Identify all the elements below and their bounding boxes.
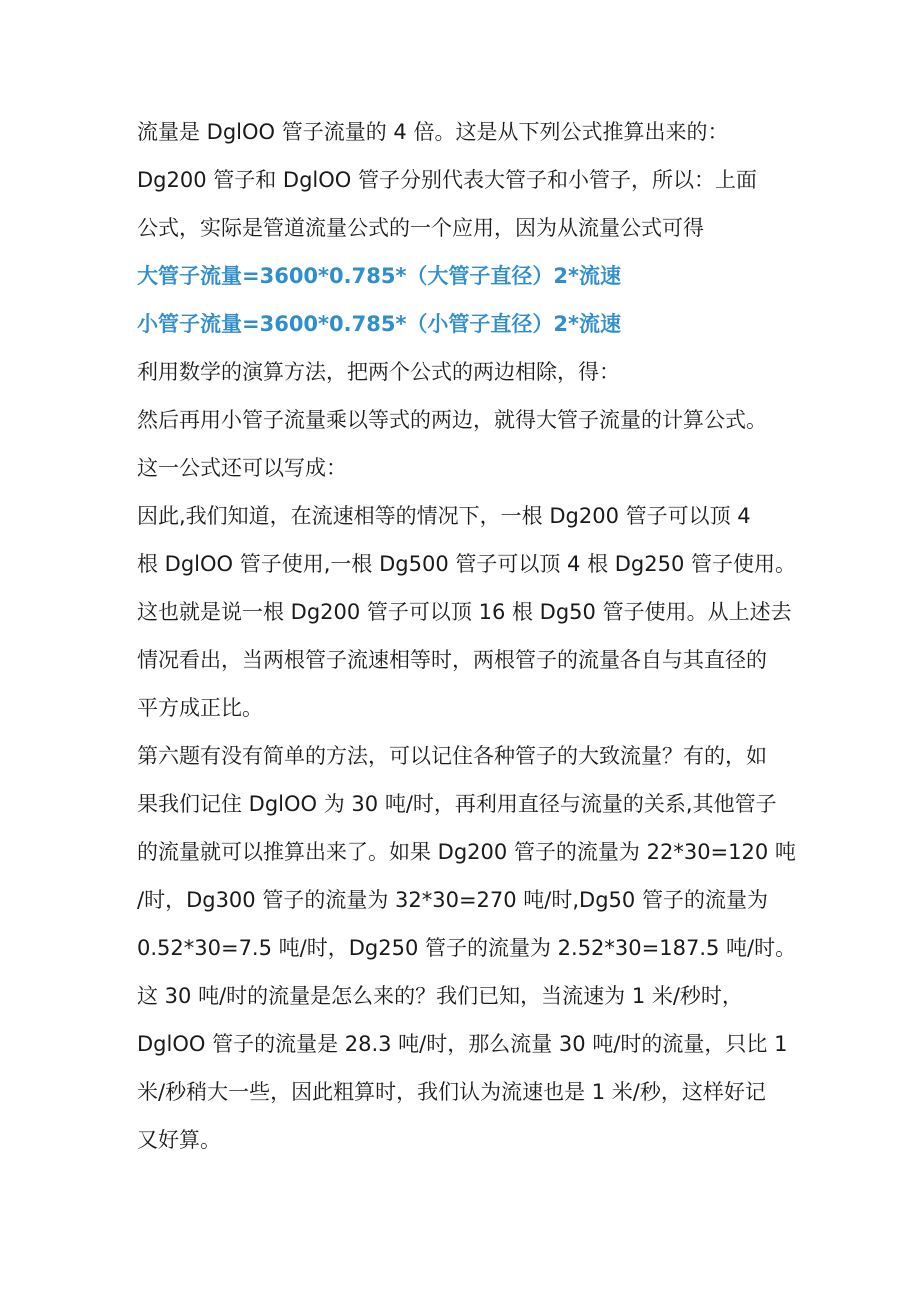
document-body — [137, 114, 797, 1170]
text-line: 米/秒稍大一些，因此粗算时，我们认为流速也是 1 米/秒，这样好记 — [137, 1080, 766, 1104]
text-line: 的流量就可以推算出来了。如果 Dg200 管子的流量为 22*30=120 吨 — [137, 840, 796, 864]
text-line: 公式，实际是管道流量公式的一个应用，因为从流量公式可得 — [137, 216, 704, 240]
text-line: 果我们记住 DglOO 为 30 吨/时，再利用直径与流量的关系,其他管子 — [137, 792, 777, 816]
text-line: 这一公式还可以写成： — [137, 456, 347, 480]
text-line: 根 DglOO 管子使用,一根 Dg500 管子可以顶 4 根 Dg250 管子使用。 — [137, 552, 796, 576]
text-line: 因此,我们知道，在流速相等的情况下，一根 Dg200 管子可以顶 4 — [137, 504, 751, 528]
text-line: 0.52*30=7.5 吨/时，Dg250 管子的流量为 2.52*30=187.5 吨/时。 — [137, 936, 797, 960]
text-line: 利用数学的演算方法，把两个公式的两边相除，得： — [137, 360, 620, 384]
text-line: /时，Dg300 管子的流量为 32*30=270 吨/时,Dg50 管子的流量为 — [137, 888, 768, 912]
text-line: 第六题有没有简单的方法，可以记住各种管子的大致流量？有的，如 — [137, 744, 767, 768]
formula-large-pipe: 大管子流量=3600*0.785*（大管子直径）2*流速 — [137, 264, 622, 288]
text-line: 这 30 吨/时的流量是怎么来的？我们已知，当流速为 1 米/秒时， — [137, 984, 743, 1008]
text-line: 又好算。 — [137, 1128, 221, 1152]
text-line: 情况看出，当两根管子流速相等时，两根管子的流量各自与其直径的 — [137, 648, 767, 672]
text-line: DglOO 管子的流量是 28.3 吨/时，那么流量 30 吨/时的流量，只比 1 — [137, 1032, 788, 1056]
formula-small-pipe: 小管子流量=3600*0.785*（小管子直径）2*流速 — [137, 312, 622, 336]
text-line: 平方成正比。 — [137, 696, 263, 720]
text-line: Dg200 管子和 DglOO 管子分别代表大管子和小管子，所以：上面 — [137, 168, 758, 192]
text-line: 流量是 DglOO 管子流量的 4 倍。这是从下列公式推算出来的： — [137, 120, 729, 144]
text-line: 这也就是说一根 Dg200 管子可以顶 16 根 Dg50 管子使用。从上述去 — [137, 600, 792, 624]
text-line: 然后再用小管子流量乘以等式的两边，就得大管子流量的计算公式。 — [137, 408, 767, 432]
